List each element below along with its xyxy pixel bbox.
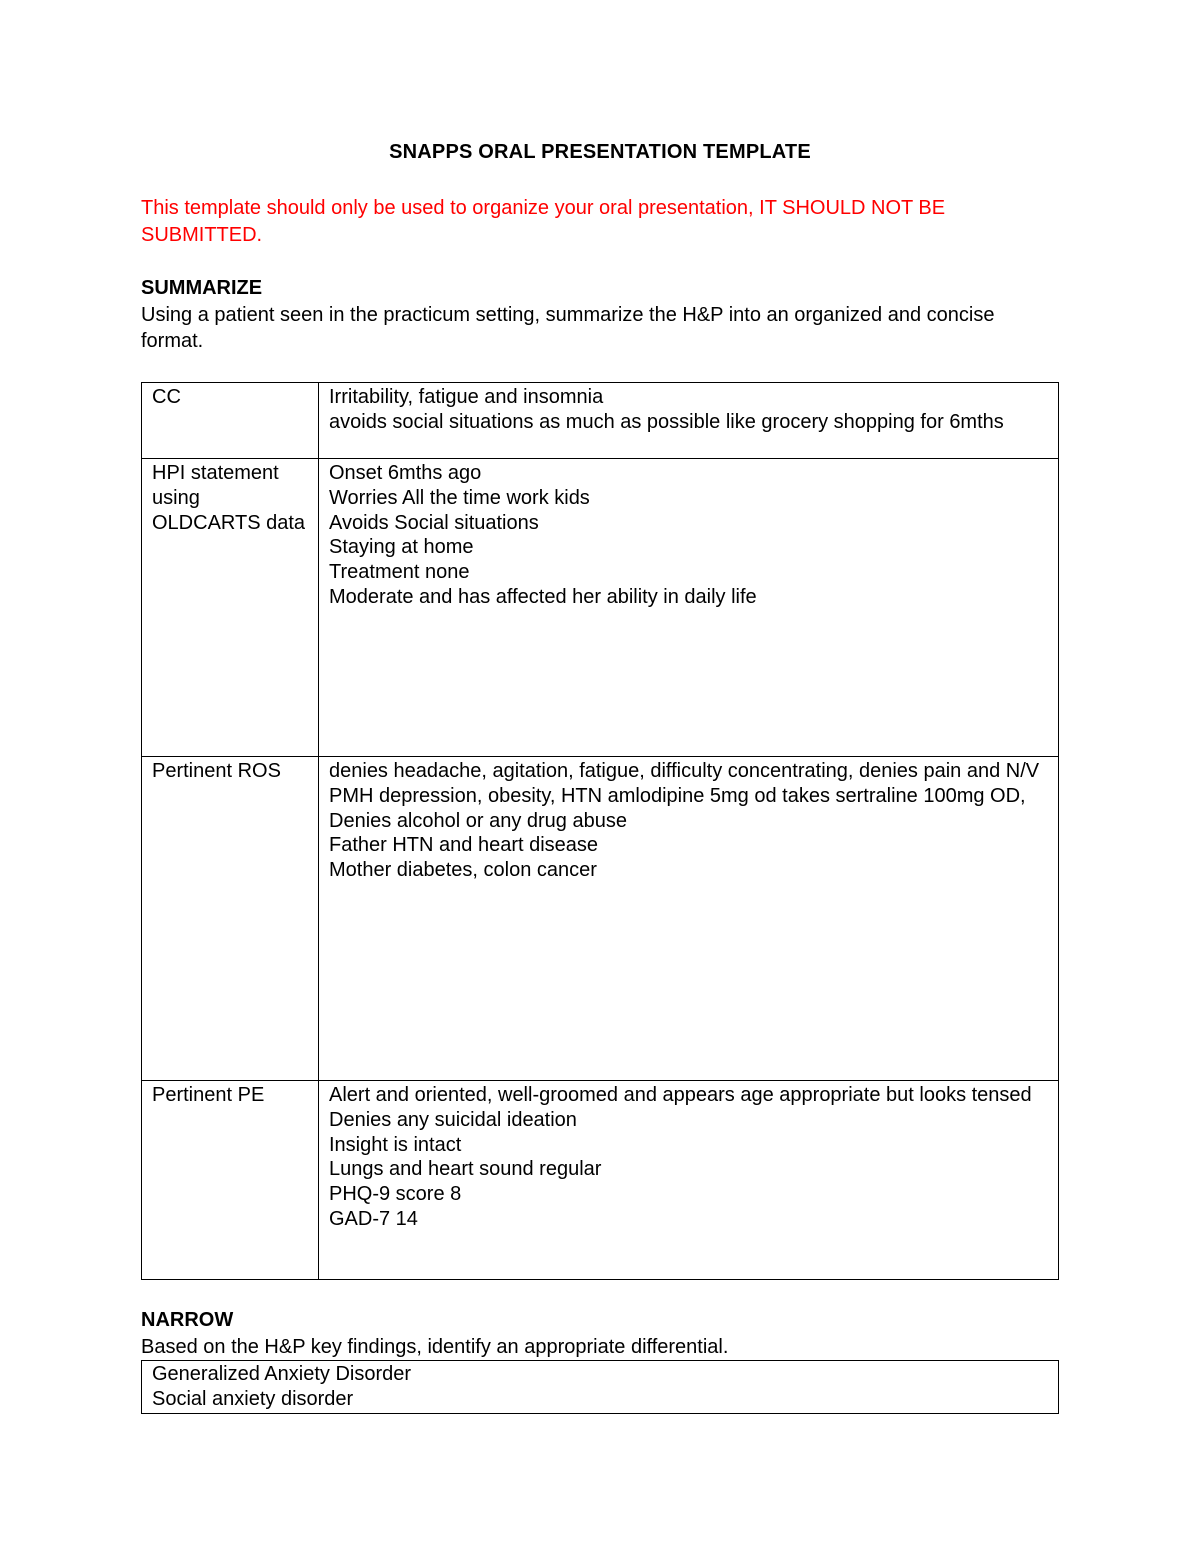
content-line: Avoids Social situations [329, 511, 539, 534]
summarize-instructions: Using a patient seen in the practicum setting, summarize the H&P into an organized and concise format. [141, 304, 995, 352]
differential-item: Social anxiety disorder [152, 1388, 354, 1410]
row-label: HPI statement using OLDCARTS data [142, 459, 319, 757]
differential-table [141, 1360, 1059, 1414]
content-line: Irritability, fatigue and insomnia [329, 386, 604, 408]
row-label: CC [142, 383, 319, 459]
content-line: Onset 6mths ago [329, 462, 482, 484]
content-line: avoids social situations as much as possible like grocery shopping for 6mths [329, 410, 1004, 433]
table-row [142, 1361, 1059, 1414]
content-line: Insight is intact [329, 1133, 462, 1156]
content-line: Staying at home [329, 536, 474, 559]
row-content [319, 757, 1059, 1081]
differential-list [142, 1361, 1059, 1414]
row-content [319, 459, 1059, 757]
content-line: Lungs and heart sound regular [329, 1158, 602, 1181]
row-content [319, 383, 1059, 459]
table-row-hpi [142, 459, 1059, 757]
content-line: Treatment none [329, 561, 470, 584]
page-title: SNAPPS ORAL PRESENTATION TEMPLATE [389, 141, 811, 163]
narrow-heading: NARROW [141, 1309, 234, 1331]
content-line: Mother diabetes, colon cancer [329, 859, 597, 882]
content-line: Alert and oriented, well-groomed and appears age appropriate but looks tensed [329, 1084, 1032, 1106]
row-content [319, 1081, 1059, 1280]
summary-table [141, 382, 1059, 1280]
table-row-pe [142, 1081, 1059, 1280]
content-line: Moderate and has affected her ability in daily life [329, 585, 757, 608]
differential-item: Generalized Anxiety Disorder [152, 1363, 412, 1385]
content-line: denies headache, agitation, fatigue, difficulty concentrating, denies pain and N/V [329, 760, 1040, 782]
content-line: Denies any suicidal ideation [329, 1108, 577, 1131]
content-line: Worries All the time work kids [329, 486, 590, 509]
content-line: PMH depression, obesity, HTN amlodipine 5mg od takes sertraline 100mg OD, [329, 784, 1026, 807]
table-row-cc [142, 383, 1059, 459]
row-label: Pertinent ROS [142, 757, 319, 1081]
content-line: GAD-7 14 [329, 1207, 418, 1230]
content-line: Father HTN and heart disease [329, 834, 599, 857]
narrow-instructions: Based on the H&P key findings, identify an appropriate differential. [141, 1336, 729, 1358]
content-line: Denies alcohol or any drug abuse [329, 809, 627, 832]
summarize-heading: SUMMARIZE [141, 277, 263, 299]
content-line: PHQ-9 score 8 [329, 1183, 462, 1206]
table-row-ros [142, 757, 1059, 1081]
template-notice: This template should only be used to organize your oral presentation, IT SHOULD NOT BE SUBMITTED. [141, 197, 946, 246]
row-label: Pertinent PE [142, 1081, 319, 1280]
